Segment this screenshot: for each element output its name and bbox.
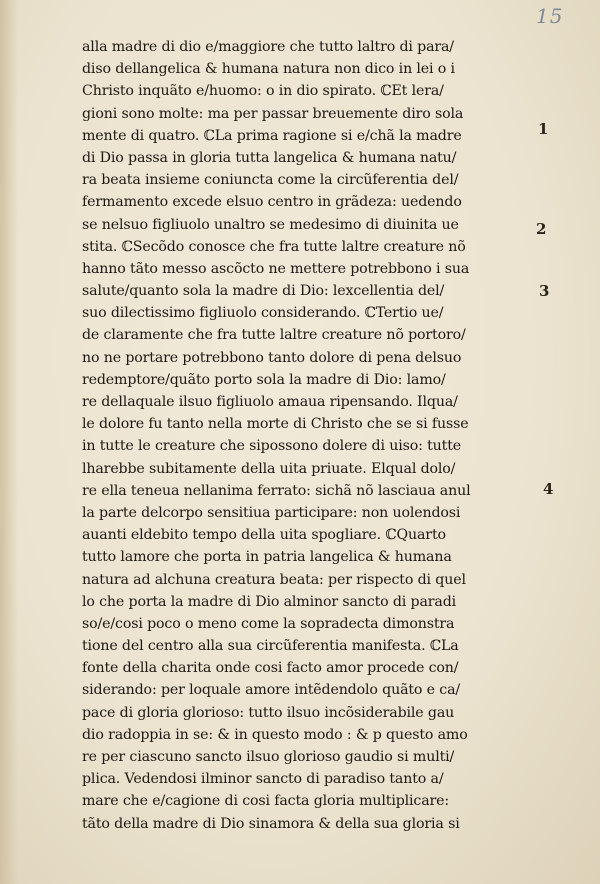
text-line: diso dellangelica & humana natura non dico in lei o i bbox=[82, 61, 455, 78]
text-line: le dolore fu tanto nella morte di Christo che se si fusse bbox=[82, 416, 469, 433]
text-line: auanti eldebito tempo della uita spogliare. ℂQuarto bbox=[82, 527, 446, 544]
text-line: no ne portare potrebbono tanto dolore di pena delsuo bbox=[82, 349, 462, 366]
text-line: re dellaquale ilsuo figliuolo amaua ripensando. Ilqua/ bbox=[82, 394, 458, 410]
text-line: tione del centro alla sua circũferentia manifesta. ℂLa bbox=[82, 638, 459, 655]
text-line: siderando: per loquale amore intẽdendolo quãto e ca/ bbox=[82, 682, 461, 699]
text-line: hanno tãto messo ascõcto ne mettere potrebbono i sua bbox=[82, 260, 470, 277]
text-line: dio radoppia in se: & in questo modo : & p questo amo bbox=[82, 726, 468, 743]
text-line: so/e/cosi poco o meno come la sopradecta dimonstra bbox=[82, 615, 455, 632]
margin-number-2: 2 bbox=[536, 220, 547, 238]
margin-number-3: 3 bbox=[539, 282, 550, 300]
text-line: re per ciascuno sancto ilsuo glorioso gaudio si multi/ bbox=[82, 749, 455, 765]
folio-number: 15 bbox=[536, 4, 564, 28]
text-line: se nelsuo figliuolo unaltro se medesimo di diuinita ue bbox=[82, 216, 459, 233]
text-line: di Dio passa in gloria tutta langelica & humana natu/ bbox=[82, 149, 457, 166]
text-line: tutto lamore che porta in patria langelica & humana bbox=[82, 549, 452, 566]
text-line: ra beata insieme coniuncta come la circũferentia del/ bbox=[82, 172, 459, 189]
text-line: gioni sono molte: ma per passar breuemente diro sola bbox=[82, 105, 464, 122]
text-line: de claramente che fra tutte laltre creature nõ portoro/ bbox=[82, 327, 466, 344]
text-block bbox=[82, 36, 514, 835]
text-line: redemptore/quãto porto sola la madre di Dio: lamo/ bbox=[82, 371, 446, 388]
text-line: natura ad alchuna creatura beata: per rispecto di quel bbox=[82, 571, 466, 588]
text-line: in tutte le creature che sipossono dolere di uiso: tutte bbox=[82, 438, 462, 455]
text-line: lo che porta la madre di Dio alminor sancto di paradi bbox=[82, 593, 457, 610]
text-line: fermamento excede elsuo centro in grãdeza: uedendo bbox=[82, 194, 462, 211]
text-line: re ella teneua nellanima ferrato: sichã nõ lasciaua anul bbox=[82, 482, 471, 499]
text-line: alla madre di dio e/maggiore che tutto laltro di para/ bbox=[82, 39, 454, 55]
text-line: plica. Vedendosi ilminor sancto di paradiso tanto a/ bbox=[82, 771, 444, 788]
text-line: salute/quanto sola la madre di Dio: lexcellentia del/ bbox=[82, 283, 445, 300]
text-line: suo dilectissimo figliuolo considerando. ℂTertio ue/ bbox=[82, 305, 444, 322]
text-line: Christo inquãto e/huomo: o in dio spirato. ℂEt lera/ bbox=[82, 83, 444, 100]
text-line: mare che e/cagione di cosi facta gloria multiplicare: bbox=[82, 793, 450, 810]
margin-number-1: 1 bbox=[538, 120, 549, 138]
text-line: la parte delcorpo sensitiua participare: non uolendosi bbox=[82, 504, 461, 521]
text-line: tãto della madre di Dio sinamora & della sua gloria si bbox=[82, 815, 460, 832]
margin-number-4: 4 bbox=[543, 480, 554, 498]
text-line: pace di gloria glorioso: tutto ilsuo incõsiderabile gau bbox=[82, 704, 455, 721]
text-line: mente di quatro. ℂLa prima ragione si e/chã la madre bbox=[82, 127, 462, 144]
text-line: lharebbe subitamente della uita priuate. Elqual dolo/ bbox=[82, 460, 456, 477]
text-line: fonte della charita onde cosi facto amor procede con/ bbox=[82, 660, 459, 677]
text-line: stita. ℂSecõdo conosce che fra tutte laltre creature nõ bbox=[82, 238, 466, 255]
